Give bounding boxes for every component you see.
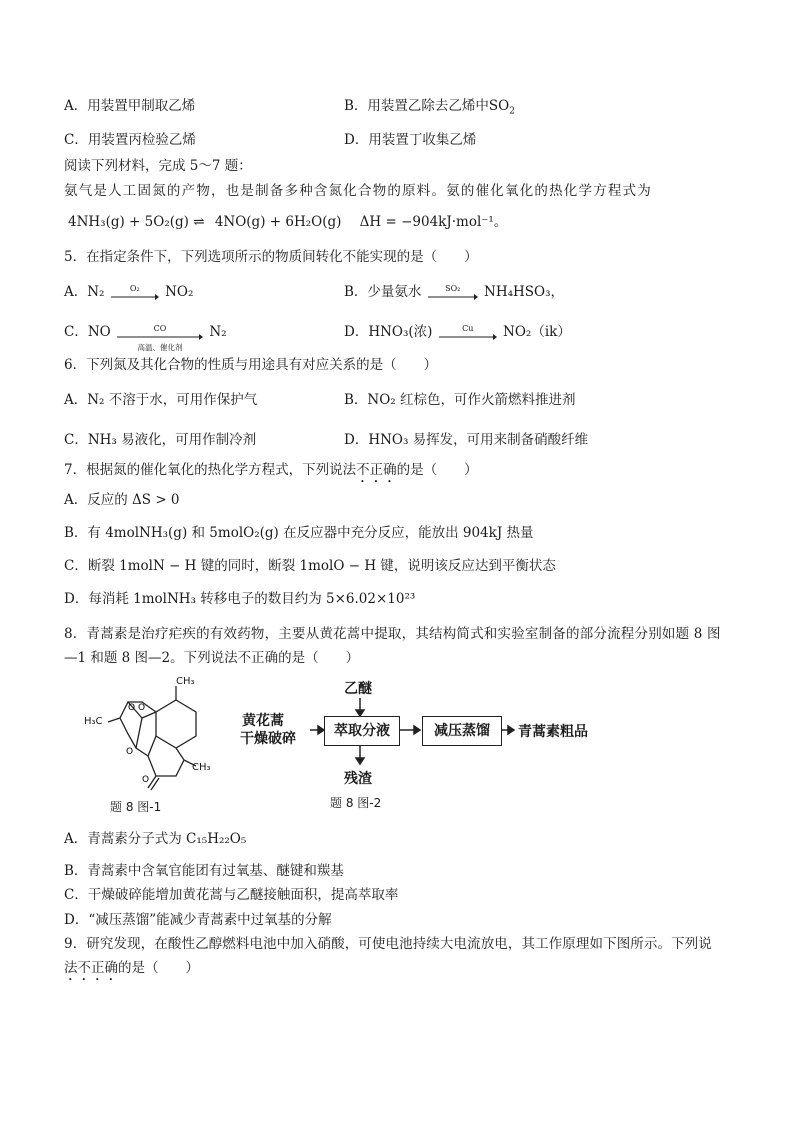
extraction-flowchart — [240, 672, 630, 812]
q5-option-b: B．少量氨水 SO₂ NH₄HSO₃， — [344, 283, 565, 300]
molecule-drawing — [84, 672, 234, 792]
reading-equation: 4NH₃(g) + 5O₂(g) ⇌ 4NO(g) + 6H₂O(g) ΔH = −904kJ·mol⁻¹。 — [68, 214, 508, 230]
product-label: 青蒿素粗品 — [518, 724, 588, 740]
reagent-label: 乙醚 — [344, 681, 372, 697]
q8-option-b: B．青蒿素中含氧官能团有过氧基、醚键和羰基 — [64, 863, 344, 879]
q8-option-d: D．“减压蒸馏”能减少青蒿素中过氧基的分解 — [64, 912, 332, 928]
input-line2: 干燥破碎 — [240, 731, 296, 747]
q7-stem: 7．根据氮的催化氧化的热化学方程式，下列说法不正确的是（ ） — [64, 462, 478, 478]
q8-stem-line2: —1 和题 8 图—2。下列说法不正确的是（ ） — [64, 650, 360, 666]
q6-option-d: D．HNO₃ 易挥发，可用来制备硝酸纤维 — [344, 432, 589, 448]
extraction-box: 萃取分液 — [324, 716, 400, 746]
q5-stem: 5．在指定条件下，下列选项所示的物质间转化不能实现的是（ ） — [64, 249, 478, 265]
q7-option-a: A．反应的 ΔS > 0 — [64, 492, 180, 508]
methyl-label-bottom: CH₃ — [192, 762, 211, 773]
svg-text:O: O — [126, 747, 134, 757]
q5-option-d: D．HNO₃(浓) Cu NO₂（ik） — [344, 323, 571, 340]
methyl-label-left: H₃C — [84, 716, 103, 727]
residue-label: 残渣 — [344, 771, 372, 787]
q6-option-c: C．NH₃ 易液化，可用作制冷剂 — [64, 432, 257, 448]
q6-stem: 6．下列氮及其化合物的性质与用途具有对应关系的是（ ） — [64, 357, 438, 373]
q6-option-a: A．N₂ 不溶于水，可用作保护气 — [64, 392, 258, 408]
svg-text:O: O — [142, 775, 150, 785]
svg-text:O: O — [128, 703, 136, 713]
q8-option-a: A．青蒿素分子式为 C₁₅H₂₂O₅ — [64, 831, 247, 847]
q7-option-c: C．断裂 1molN − H 键的同时，断裂 1molO − H 键，说明该反应达到平衡状态 — [64, 558, 556, 574]
svg-text:O: O — [138, 703, 146, 713]
q4-option-d: D．用装置丁收集乙烯 — [344, 132, 477, 148]
methyl-label-top: CH₃ — [176, 676, 195, 687]
q6-option-b: B．NO₂ 红棕色，可作火箭燃料推进剂 — [344, 392, 576, 408]
q4-option-c: C．用装置丙检验乙烯 — [64, 132, 196, 148]
q8-stem-line1: 8．青蒿素是治疗疟疾的有效药物，主要从黄花蒿中提取，其结构简式和实验室制备的部分流程分别如题 8 图 — [64, 626, 721, 642]
figure-8-1-caption: 题 8 图-1 — [110, 800, 162, 814]
q9-stem-line1: 9．研究发现，在酸性乙醇燃料电池中加入硝酸，可使电池持续大电流放电，其工作原理如下图所示。下列说 — [64, 936, 712, 952]
artemisinin-structure — [84, 672, 234, 817]
q4-option-a: A．用装置甲制取乙烯 — [64, 98, 196, 114]
input-line1: 黄花蒿 — [242, 713, 284, 729]
figure-8-2-caption: 题 8 图-2 — [330, 796, 382, 810]
q5-option-c: C．NO CO 高温、催化剂 N₂ — [64, 323, 227, 352]
q9-stem-line2: 法不正确的是（ ） — [64, 960, 199, 976]
reading-text: 氨气是人工固氮的产物，也是制备多种含氮化合物的原料。氨的催化氧化的热化学方程式为 — [64, 183, 652, 199]
q4-option-b: B．用装置乙除去乙烯中$SO_2$ — [344, 98, 515, 117]
q7-option-b: B．有 4molNH₃(g) 和 5molO₂(g) 在反应器中充分反应，能放出 904kJ 热量 — [64, 525, 534, 541]
q8-option-c: C．干燥破碎能增加黄花蒿与乙醚接触面积，提高萃取率 — [64, 887, 399, 903]
reading-intro: 阅读下列材料，完成 5～7 题： — [64, 158, 252, 174]
q7-option-d: D．每消耗 1molNH₃ 转移电子的数目约为 5×6.02×10²³ — [64, 591, 416, 607]
q5-option-a: A．N₂ O₂ NO₂ — [64, 283, 194, 300]
distillation-box: 减压蒸馏 — [422, 716, 502, 746]
